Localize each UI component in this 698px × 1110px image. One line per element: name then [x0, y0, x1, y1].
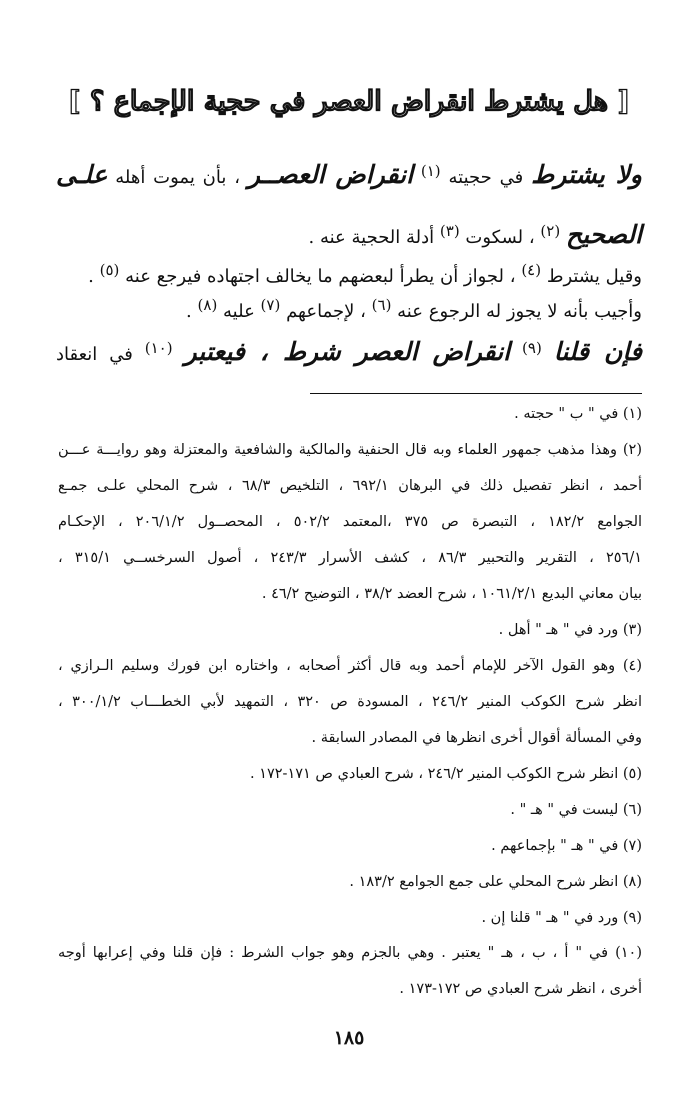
body-text: وأجيب بأنه لا يجوز له الرجوع عنه — [397, 301, 642, 322]
footnote-marker[interactable]: (٣) — [439, 222, 460, 240]
footnote-marker[interactable]: (١٠) — [144, 339, 173, 357]
main-line-1 — [56, 160, 642, 190]
footnote-marker[interactable]: (٧) — [260, 296, 281, 314]
body-text: أدلة الحجية عنه . — [308, 227, 435, 248]
body-text: ، لإجماعهم — [286, 301, 366, 322]
footnote-7: (٧) في " هـ " بإجماعهم . — [491, 838, 642, 854]
section-heading — [0, 86, 698, 117]
body-text: وقيل يشترط — [546, 266, 642, 287]
main-line-5 — [56, 337, 642, 367]
footnote-6: (٦) ليست في " هـ " . — [510, 802, 642, 818]
section-heading-text: [ هل يشترط انقراض العصر في حجية الإجماع ؟ ] — [67, 86, 631, 117]
body-text: عليه — [223, 301, 255, 322]
body-text: . — [88, 266, 94, 287]
emphasis-text: ولا يشترط — [531, 160, 642, 189]
main-line-2 — [56, 220, 642, 250]
emphasis-text: فإن قلنا — [553, 337, 642, 366]
footnote-separator — [310, 393, 642, 394]
footnote-marker[interactable]: (٨) — [197, 296, 218, 314]
page-number: ١٨٥ — [333, 1027, 365, 1049]
footnote-9: (٩) ورد في " هـ " قلنا إن . — [481, 910, 642, 926]
footnote-2-line-3: الجوامع ١٨٢/٢ ، التبصرة ص ٣٧٥ ،المعتمد ٥٠٢/٢ ، المحصــول ٢٠٦/١/٢ ، الإحكـام — [58, 514, 643, 530]
body-text: في انعقاد — [56, 344, 133, 365]
main-line-3 — [56, 261, 642, 288]
footnote-5: (٥) انظر شرح الكوكب المنير ٢٤٦/٢ ، شرح العبادي ص ١٧١-١٧٢ . — [249, 766, 642, 782]
emphasis-text: علـى — [56, 160, 108, 189]
footnote-4-line-1: (٤) وهو القول الآخر للإمام أحمد وبه قال أكثر أصحابه ، واختاره ابن فورك وسليم الـرازي ، — [58, 658, 642, 674]
main-line-4 — [56, 296, 642, 323]
footnote-1: (١) في " ب " حجته . — [514, 406, 642, 422]
footnote-marker[interactable]: (٢) — [540, 222, 561, 240]
footnote-2-line-4: ٢٥٦/١ ، التقرير والتحبير ٨٦/٣ ، كشف الأسرار ٢٤٣/٣ ، أصول السرخســي ٣١٥/١ ، — [58, 550, 642, 566]
emphasis-text: الصحيح — [565, 220, 642, 249]
footnote-2-line-5: بيان معاني البديع ١٠٦١/٢/١ ، شرح العضد ٣٨/٢ ، التوضيح ٤٦/٢ . — [261, 586, 642, 602]
footnote-3: (٣) ورد في " هـ " أهل . — [498, 622, 642, 638]
footnote-marker[interactable]: (٦) — [371, 296, 392, 314]
emphasis-text: انقراض العصر شرط ، فيعتبر — [184, 337, 511, 366]
footnote-10-line-1: (١٠) في " أ ، ب ، هـ " يعتبر . وهي بالجزم وهو جواب الشرط : فإن قلنا وفي إعرابها أوجه — [58, 945, 642, 961]
footnote-2-line-1: (٢) وهذا مذهب جمهور العلماء وبه قال الحنفية والمالكية والشافعية والمعتزلة وهو روايـــة عـــن — [58, 442, 642, 458]
body-text: ، لجواز أن يطرأ لبعضهم ما يخالف اجتهاده فيرجع عنه — [125, 266, 516, 287]
footnote-2-line-2: أحمد ، انظر تفصيل ذلك في البرهان ٦٩٢/١ ، التلخيص ٦٨/٣ ، شرح المحلي علـى جمـع — [58, 478, 642, 494]
footnote-10-line-2: أخرى ، انظر شرح العبادي ص ١٧٢-١٧٣ . — [399, 981, 642, 997]
emphasis-text: انقراض العصــر — [247, 160, 414, 189]
body-text: ، بأن يموت أهله — [115, 167, 241, 188]
footnote-8: (٨) انظر شرح المحلي على جمع الجوامع ١٨٣/٢ . — [349, 874, 642, 890]
body-text: في حجيته — [448, 167, 524, 188]
body-text: ، لسكوت — [465, 227, 535, 248]
footnote-marker[interactable]: (٥) — [99, 261, 120, 279]
footnote-4-line-2: انظر شرح الكوكب المنير ٢٤٦/٢ ، المسودة ص ٣٢٠ ، التمهيد لأبي الخطـــاب ٣٠٠/١/٢ ، — [58, 694, 642, 710]
footnote-marker[interactable]: (٩) — [522, 339, 542, 357]
body-text: . — [186, 301, 192, 322]
footnote-marker[interactable]: (١) — [420, 162, 441, 180]
footnote-4-line-3: وفي المسألة أقوال أخرى انظرها في المصادر السابقة . — [311, 730, 642, 746]
footnote-marker[interactable]: (٤) — [521, 261, 542, 279]
